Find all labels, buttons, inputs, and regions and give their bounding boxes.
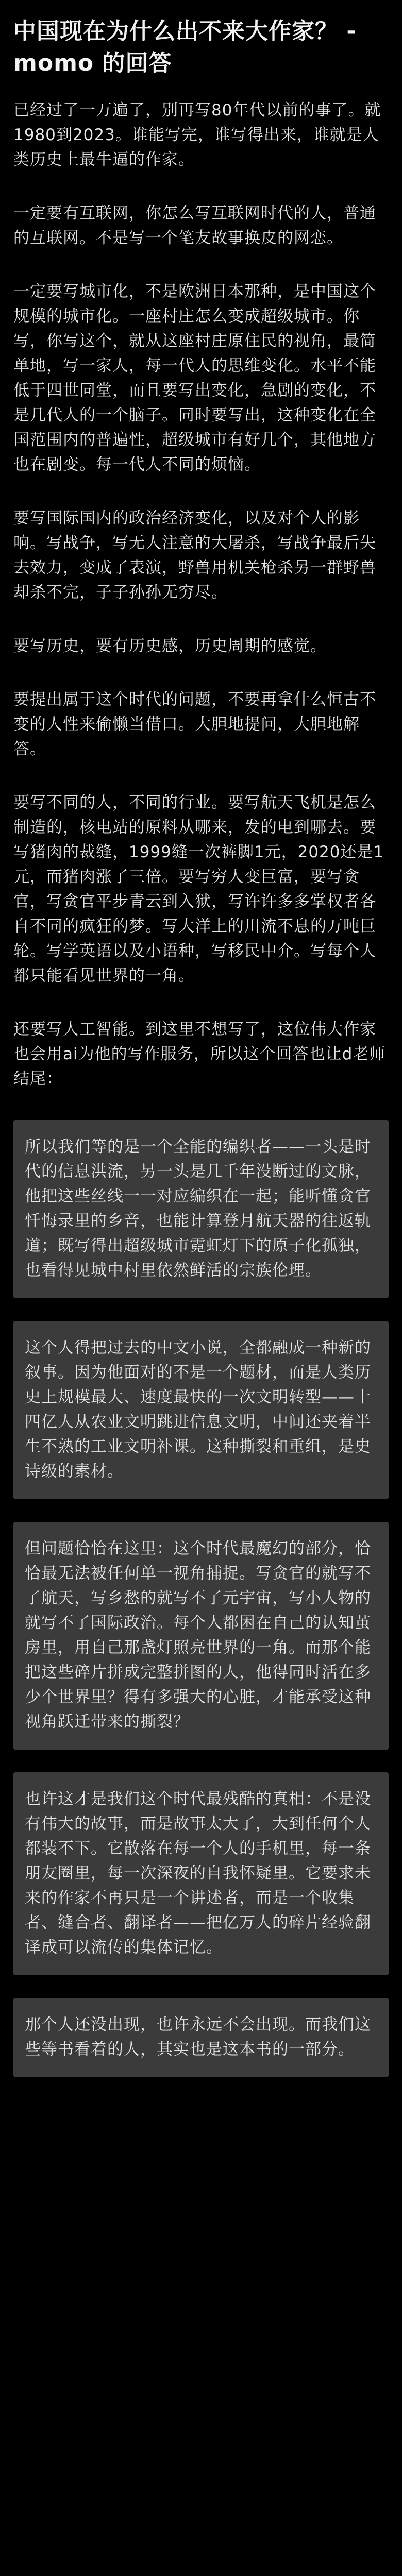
paragraph: 要写国际国内的政治经济变化，以及对个人的影响。写战争，写无人注意的大屠杀，写战争最后失去效力，变成了表演，野兽用机关枪杀另一群野兽却杀不完，子子孙孙无穷尽。 [13,509,376,602]
quote-paragraph: 也许这才是我们这个时代最残酷的真相：不是没有伟大的故事，而是故事太大了，大到任何个人都装不下。它散落在每一个人的手机里，每一条朋友圈里，每一次深夜的自我怀疑里。它要求未来的作家不再只是一个讲述者，而是一个收集者、缝合者、翻译者——把亿万人的碎片经验翻译成可以流传的集体记忆。 [25,1790,371,1957]
quote-paragraph: 那个人还没出现，也许永远不会出现。而我们这些等书看着的人，其实也是这本书的一部分。 [25,2015,371,2059]
quote-paragraph: 但问题恰恰在这里：这个时代最魔幻的部分，恰恰最无法被任何单一视角捕捉。写贪官的就写不了航天，写乡愁的就写不了元宇宙，写小人物的就写不了国际政治。每个人都困在自己的认知茧房里，用自己那盏灯照亮世界的一角。而那个能把这些碎片拼成完整拼图的人，他得同时活在多少个世界里？得有多强大的心脏，才能承受这种视角跃迁带来的撕裂？ [25,1539,371,1731]
paragraph: 要写历史，要有历史感，历史周期的感觉。 [13,637,327,655]
page-title: 中国现在为什么出不来大作家？ - momo 的回答 [13,18,357,76]
paragraph: 要写不同的人，不同的行业。要写航天飞机是怎么制造的，核电站的原料从哪来，发的电到哪去。要写猪肉的裁缝，1999缝一次裤脚1元，2020还是1元，而猪肉涨了三倍。要写穷人变巨富，要写贪官，写贪官平步青云到入狱，写许许多多掌权者各自不同的疯狂的梦。写大洋上的川流不息的万吨巨轮。写学英语以及小语种，写移民中介。写每个人都只能看见世界的一角。 [13,793,384,985]
paragraph: 要提出属于这个时代的问题，不要再拿什么恒古不变的人性来偷懒当借口。大胆地提问，大胆地解答。 [13,690,376,758]
quote-block [13,1120,389,1298]
answer-body [13,98,389,2077]
quote-block [13,1772,389,1975]
paragraph: 一定要写城市化，不是欧洲日本那种，是中国这个规模的城市化。一座村庄怎么变成超级城市。你写，你写这个，就从这座村庄原住民的视角，最简单地，写一家人，每一代人的思维变化。水平不能低于四世同堂，而且要写出变化，急剧的变化，不是几代人的一个脑子。同时要写出，这种变化在全国范围内的普遍性，超级城市有好几个，其他地方也在剧变。每一代人不同的烦恼。 [13,282,376,474]
quote-block [13,1998,389,2077]
quote-block [13,1522,389,1750]
quote-block [13,1321,389,1499]
paragraph: 已经过了一万遍了，别再写80年代以前的事了。就1980到2023。谁能写完，谁写得出来，谁就是人类历史上最牛逼的作家。 [13,101,381,169]
paragraph: 还要写人工智能。到这里不想写了，这位伟大作家也会用ai为他的写作服务，所以这个回答也让d老师结尾： [13,1020,386,1088]
quote-paragraph: 所以我们等的是一个全能的编织者——一头是时代的信息洪流，另一头是几千年没断过的文脉，他把这些丝线一一对应编织在一起；能听懂贪官忏悔录里的乡音，也能计算登月航天器的往返轨道；既写得出超级城市霓虹灯下的原子化孤独，也看得见城中村里依然鲜活的宗族伦理。 [25,1138,371,1280]
quote-paragraph: 这个人得把过去的中文小说，全都融成一种新的叙事。因为他面对的不是一个题材，而是人类历史上规模最大、速度最快的一次文明转型——十四亿人从农业文明跳进信息文明，中间还夹着半生不熟的工业文明补课。这种撕裂和重组，是史诗级的素材。 [25,1338,371,1481]
paragraph: 一定要有互联网，你怎么写互联网时代的人，普通的互联网。不是写一个笔友故事换皮的网恋。 [13,204,376,247]
